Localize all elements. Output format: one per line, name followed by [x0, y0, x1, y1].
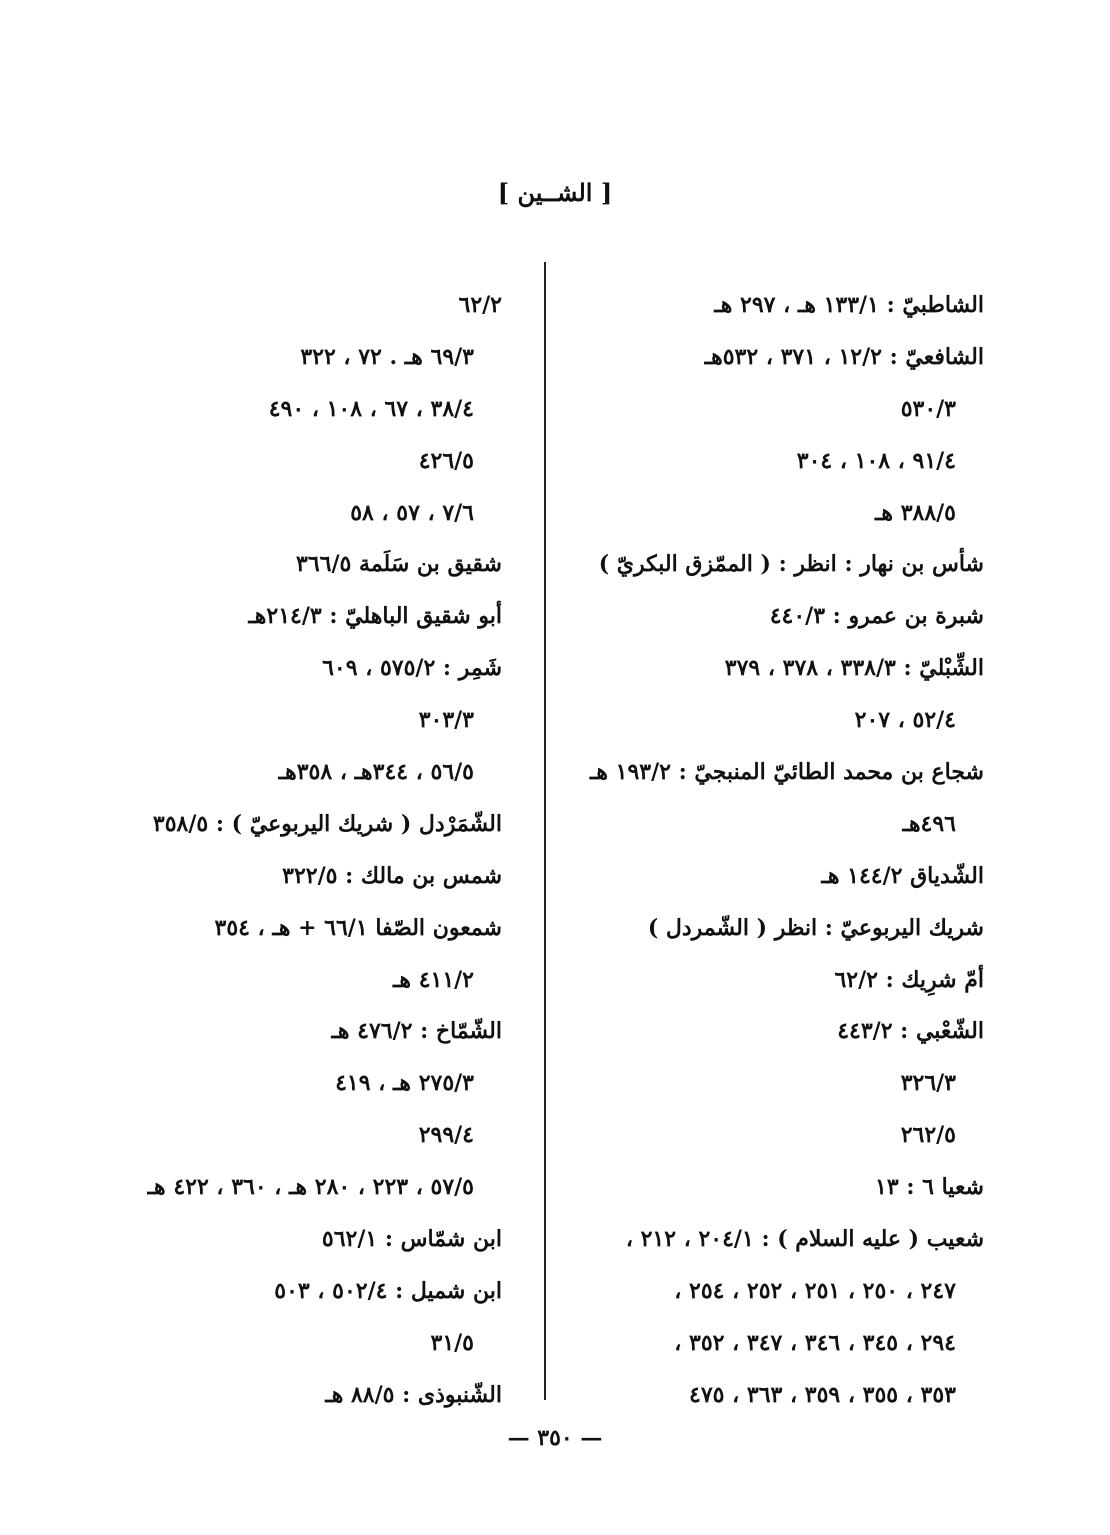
index-entry: ابن شميل : ٥٠٢/٤ ، ٥٠٣ [274, 1277, 502, 1304]
index-entry: ٤٢٦/٥ [418, 447, 474, 474]
index-entry: شمعون الصّفا ٦٦/١ + هـ ، ٣٥٤ [214, 914, 502, 941]
index-entry: ٢٧٥/٣ هـ ، ٤١٩ [335, 1070, 474, 1097]
index-entry: ٤١١/٢ هـ [392, 966, 474, 993]
index-entry: أمّ شرِيك : ٦٢/٢ [834, 966, 984, 993]
index-entry: ٣٨٨/٥ هـ [874, 499, 956, 526]
index-entry: ابن شمّاس : ٥٦٢/١ [321, 1226, 502, 1253]
index-entry: الشّنبوذى : ٨٨/٥ هـ [325, 1381, 502, 1408]
index-entry: شريك اليربوعيّ : انظر ( الشّمردل ) [647, 914, 984, 941]
index-entry: ٢٩٩/٤ [418, 1122, 474, 1149]
index-entry: ٥٣٠/٣ [900, 395, 956, 422]
left-column [62, 280, 502, 1422]
index-entry: شَمِر : ٥٧٥/٢ ، ٦٠٩ [322, 655, 502, 682]
index-entry: ٦٩/٣ هـ . ٧٢ ، ٣٢٢ [300, 343, 474, 370]
index-entry: ٢٩٤ ، ٣٤٥ ، ٣٤٦ ، ٣٤٧ ، ٣٥٢ ، [674, 1329, 956, 1356]
index-entry: الشّمّاخ : ٤٧٦/٢ هـ [331, 1018, 502, 1045]
index-entry: ٩١/٤ ، ١٠٨ ، ٣٠٤ [796, 447, 956, 474]
index-entry: ٣٢٦/٣ [900, 1070, 956, 1097]
index-entry: شعيب ( عليه السلام ) : ٢٠٤/١ ، ٢١٢ ، [625, 1226, 984, 1253]
index-entry: شقيق بن سَلَمة ٣٦٦/٥ [296, 551, 502, 578]
page-number: — ٣٥٠ — [507, 1425, 603, 1451]
index-entry: الشّعْبي : ٤٤٣/٢ [837, 1018, 984, 1045]
index-entry: ٢٦٢/٥ [900, 1122, 956, 1149]
index-entry: ٧/٦ ، ٥٧ ، ٥٨ [350, 499, 474, 526]
index-entry: أبو شقيق الباهليّ : ٢١٤/٣هـ [248, 603, 502, 630]
column-divider [544, 262, 546, 1400]
index-entry: شعيا ٦ : ١٣ [875, 1174, 984, 1201]
index-entry: ٥٧/٥ ، ٢٢٣ ، ٢٨٠ هـ ، ٣٦٠ ، ٤٢٢ هـ [147, 1174, 474, 1201]
index-entry: ٤٩٦هـ [902, 810, 956, 837]
index-entry: الشِّبْليّ : ٣٣٨/٣ ، ٣٧٨ ، ٣٧٩ [724, 655, 984, 682]
index-entry: ٣١/٥ [430, 1329, 474, 1356]
index-entry: ٢٤٧ ، ٢٥٠ ، ٢٥١ ، ٢٥٢ ، ٢٥٤ ، [674, 1277, 956, 1304]
section-title: [ الشــين ] [497, 178, 613, 207]
index-entry: شجاع بن محمد الطائيّ المنبجيّ : ١٩٣/٢ هـ [589, 759, 984, 786]
index-entry: شأس بن نهار : انظر : ( الممّزق البكريّ ) [598, 551, 984, 578]
index-entry: الشافعيّ : ١٢/٢ ، ٣٧١ ، ٥٣٢هـ [704, 343, 984, 370]
index-entry: شبرة بن عمرو : ٤٤٠/٣ [769, 603, 984, 630]
index-entry: ٣٨/٤ ، ٦٧ ، ١٠٨ ، ٤٩٠ [268, 395, 474, 422]
index-entry: الشاطبيّ : ١٣٣/١ هـ ، ٢٩٧ هـ [714, 292, 984, 318]
index-entry: ٦٢/٢ [458, 292, 502, 318]
right-column [564, 280, 984, 1422]
index-entry: ٣٠٣/٣ [418, 707, 474, 734]
index-entry: الشّمَرْدل ( شريك اليربوعيّ ) : ٣٥٨/٥ [152, 810, 502, 837]
index-entry: الشّدياق ١٤٤/٢ هـ [821, 862, 984, 889]
index-entry: شمس بن مالك : ٣٢٢/٥ [282, 862, 502, 889]
index-entry: ٥٦/٥ ، ٣٤٤هـ ، ٣٥٨هـ [278, 759, 474, 786]
index-entry: ٥٢/٤ ، ٢٠٧ [854, 707, 956, 734]
index-entry: ٣٥٣ ، ٣٥٥ ، ٣٥٩ ، ٣٦٣ ، ٤٧٥ [689, 1381, 956, 1408]
